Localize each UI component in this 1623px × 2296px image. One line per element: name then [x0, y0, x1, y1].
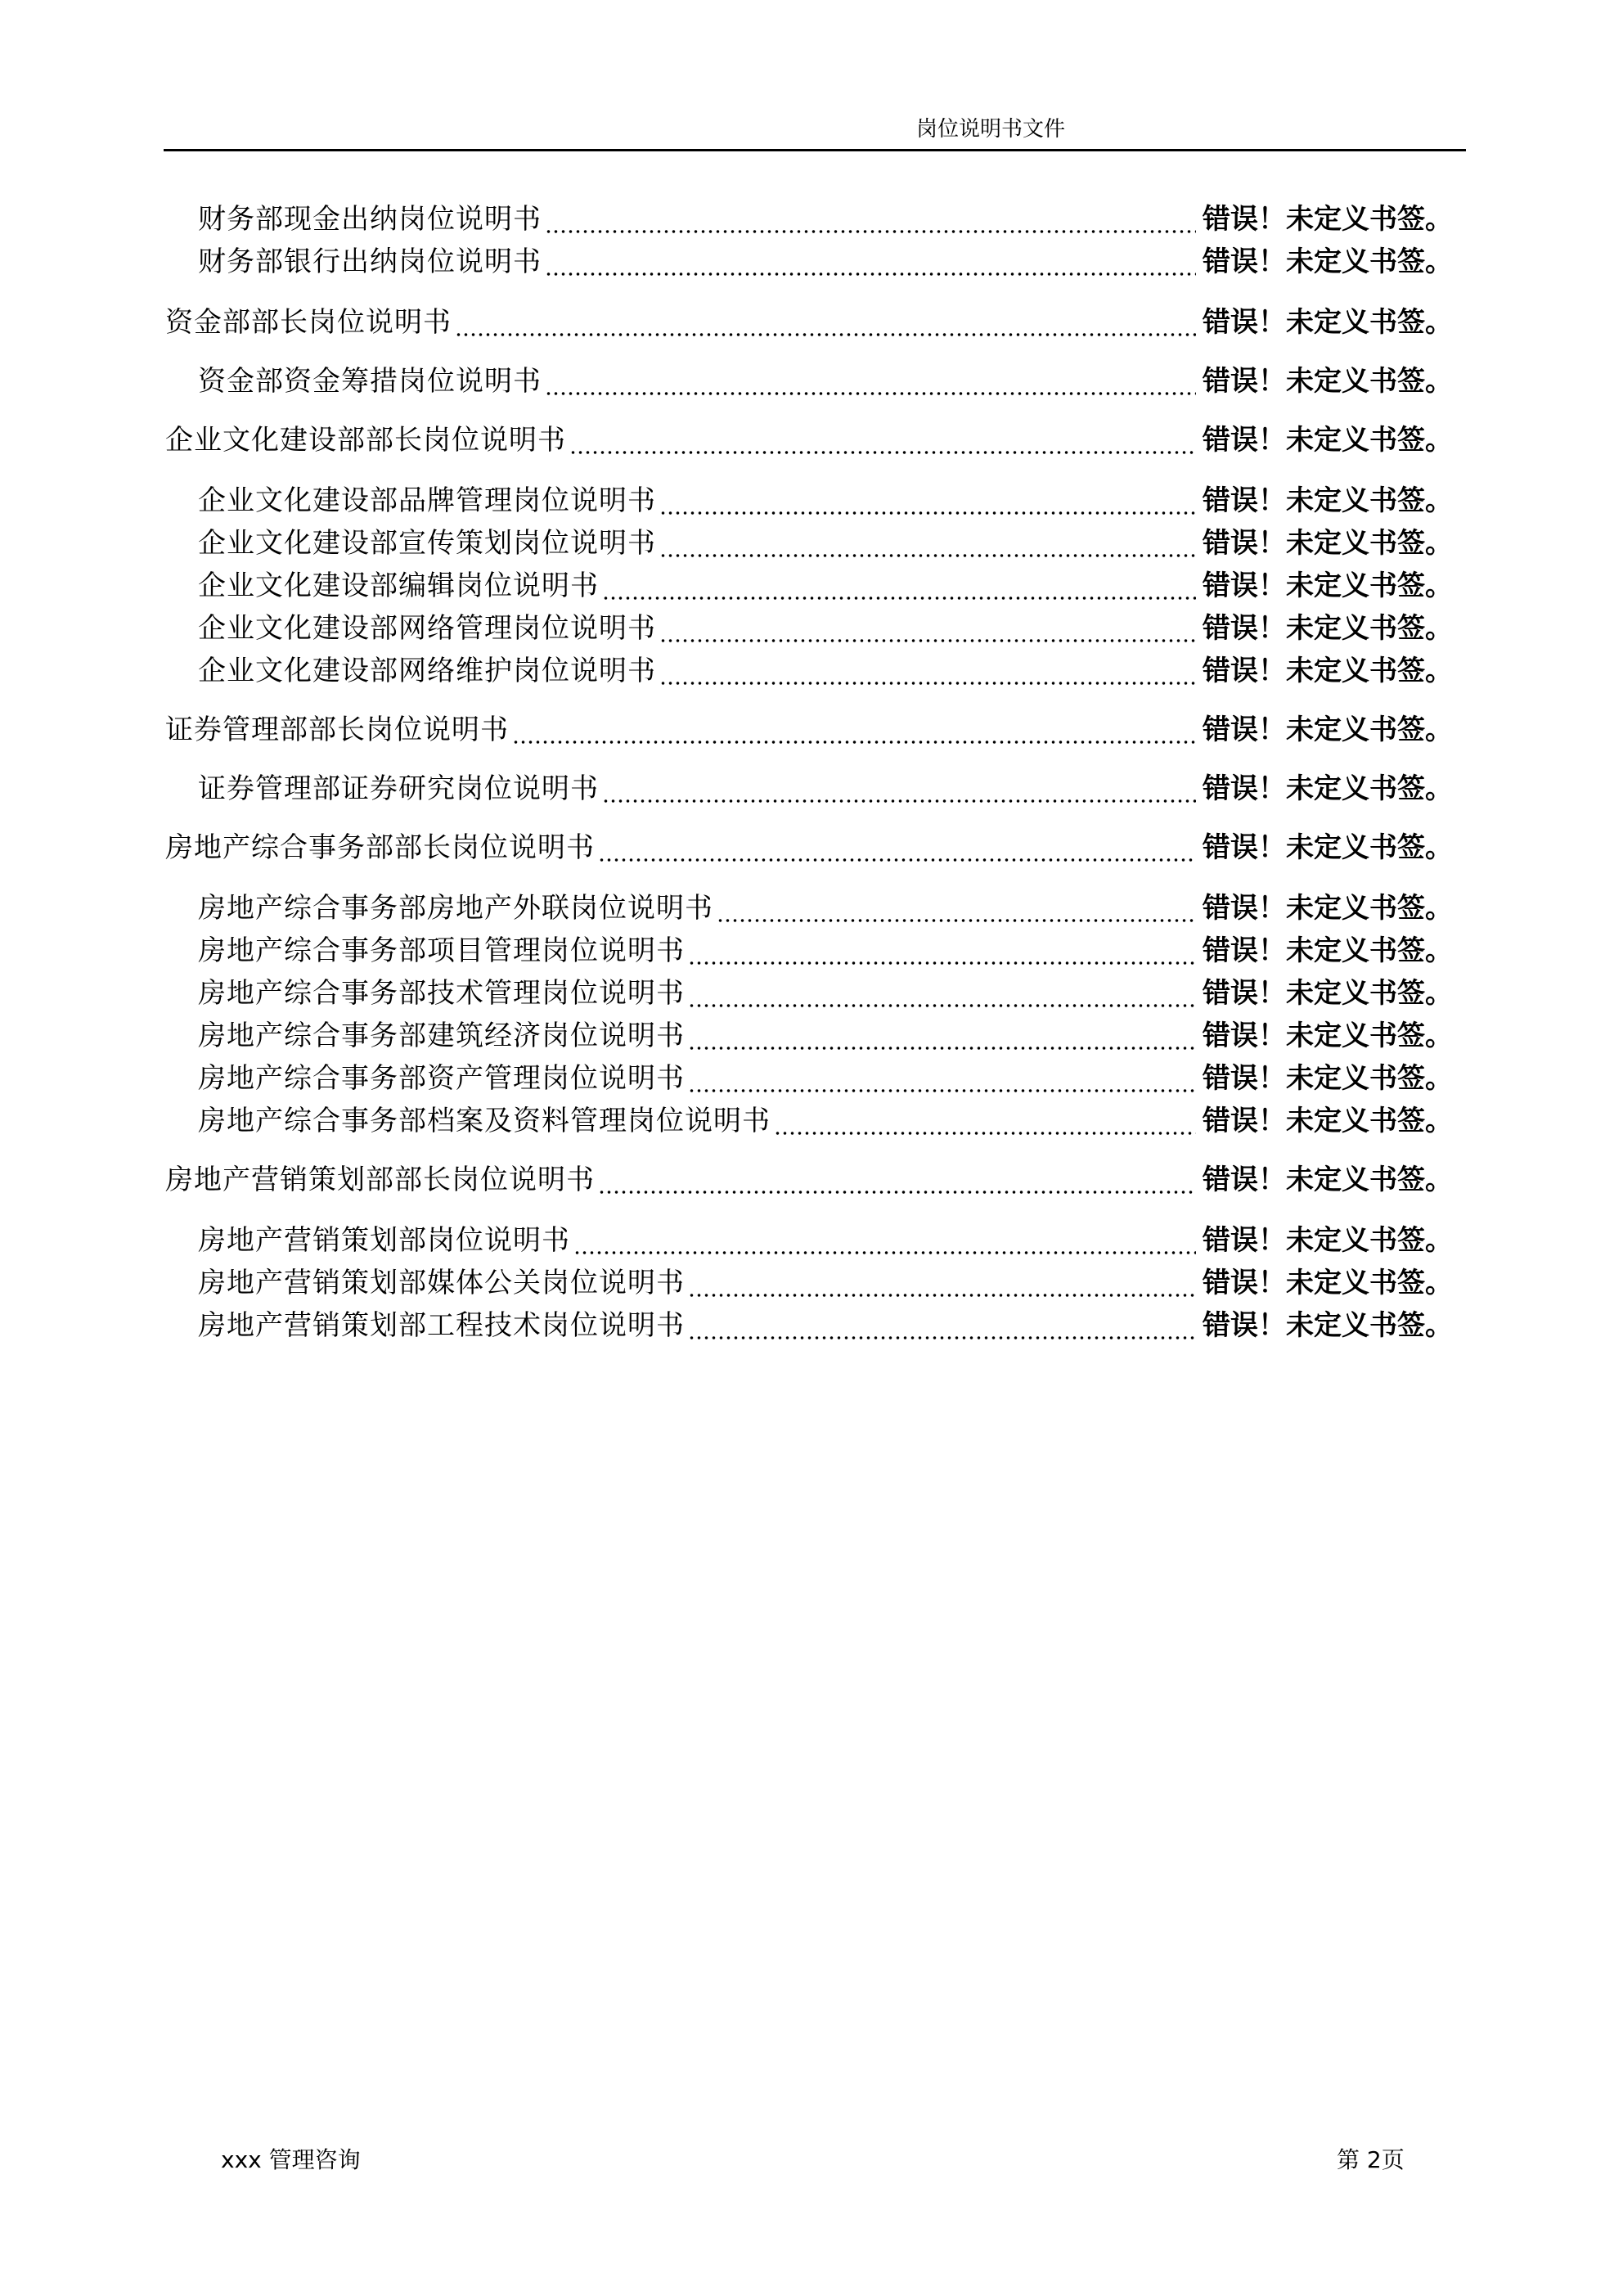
toc-entry[interactable]	[198, 651, 1453, 691]
toc-entry-page-ref: 错误！未定义书签。	[1203, 772, 1453, 805]
toc-entry-title: 房地产综合事务部部长岗位说明书	[165, 831, 595, 864]
toc-entry[interactable]	[198, 1306, 1453, 1345]
toc-dot-leader	[688, 1306, 1196, 1345]
toc-dot-leader	[569, 421, 1196, 460]
toc-entry-title: 企业文化建设部编辑岗位说明书	[198, 569, 599, 602]
toc-entry[interactable]	[198, 889, 1453, 928]
toc-dot-leader	[688, 1016, 1196, 1056]
toc-entry-page-ref: 错误！未定义书签。	[1203, 1164, 1453, 1196]
toc-entry-title: 房地产综合事务部房地产外联岗位说明书	[198, 892, 713, 925]
toc-entry[interactable]	[198, 242, 1453, 281]
toc-entry-page-ref: 错误！未定义书签。	[1203, 1020, 1453, 1052]
toc-entry-title: 企业文化建设部宣传策划岗位说明书	[198, 527, 656, 560]
toc-entry[interactable]	[198, 481, 1453, 520]
header-title: 岗位说明书文件	[916, 117, 1066, 142]
toc-entry-title: 房地产综合事务部技术管理岗位说明书	[198, 977, 685, 1010]
toc-entry-title: 房地产营销策划部岗位说明书	[198, 1224, 570, 1257]
toc-entry-title: 证券管理部部长岗位说明书	[165, 714, 509, 746]
toc-entry-page-ref: 错误！未定义书签。	[1203, 203, 1453, 236]
toc-dot-leader	[545, 362, 1196, 401]
toc-dot-leader	[602, 566, 1196, 606]
toc-entry[interactable]	[198, 524, 1453, 563]
toc-entry[interactable]	[198, 566, 1453, 606]
toc-entry-page-ref: 错误！未定义书签。	[1203, 934, 1453, 967]
toc-dot-leader	[512, 710, 1196, 750]
toc-entry-title: 房地产综合事务部资产管理岗位说明书	[198, 1062, 685, 1095]
toc-dot-leader	[688, 931, 1196, 970]
toc-entry-title: 房地产综合事务部建筑经济岗位说明书	[198, 1020, 685, 1052]
toc-dot-leader	[659, 609, 1196, 648]
toc-entry-title: 房地产营销策划部部长岗位说明书	[165, 1164, 595, 1196]
toc-entry[interactable]	[198, 931, 1453, 970]
toc-entry-title: 企业文化建设部品牌管理岗位说明书	[198, 484, 656, 517]
toc-dot-leader	[545, 242, 1196, 281]
toc-entry-page-ref: 错误！未定义书签。	[1203, 655, 1453, 687]
toc-entry-title: 房地产营销策划部媒体公关岗位说明书	[198, 1267, 685, 1299]
toc-dot-leader	[717, 889, 1196, 928]
toc-entry-page-ref: 错误！未定义书签。	[1203, 1105, 1453, 1137]
toc-entry-page-ref: 错误！未定义书签。	[1203, 424, 1453, 457]
toc-dot-leader	[573, 1221, 1196, 1260]
toc-entry-page-ref: 错误！未定义书签。	[1203, 612, 1453, 645]
page-footer	[0, 2144, 1623, 2180]
toc-dot-leader	[774, 1101, 1196, 1141]
toc-entry-page-ref: 错误！未定义书签。	[1203, 1309, 1453, 1342]
toc-entry[interactable]	[198, 1221, 1453, 1260]
toc-entry-page-ref: 错误！未定义书签。	[1203, 365, 1453, 398]
toc-entry-title: 企业文化建设部部长岗位说明书	[165, 424, 566, 457]
toc-dot-leader	[659, 481, 1196, 520]
page-header	[164, 113, 1466, 151]
toc-entry-title: 房地产综合事务部档案及资料管理岗位说明书	[198, 1105, 771, 1137]
toc-entry-title: 财务部银行出纳岗位说明书	[198, 245, 542, 278]
toc-entry-title: 资金部资金筹措岗位说明书	[198, 365, 542, 398]
toc-dot-leader	[688, 1059, 1196, 1098]
toc-entry[interactable]	[198, 609, 1453, 648]
toc-entry-page-ref: 错误！未定义书签。	[1203, 1267, 1453, 1299]
toc-entry-page-ref: 错误！未定义书签。	[1203, 977, 1453, 1010]
toc-entry-page-ref: 错误！未定义书签。	[1203, 527, 1453, 560]
footer-page-number: 第 2页	[1337, 2146, 1405, 2173]
toc-entry[interactable]	[198, 1016, 1453, 1056]
toc-entry-page-ref: 错误！未定义书签。	[1203, 484, 1453, 517]
toc-entry-title: 资金部部长岗位说明书	[165, 306, 452, 339]
toc-dot-leader	[602, 769, 1196, 808]
toc-entry[interactable]	[198, 974, 1453, 1013]
toc-entry-title: 房地产综合事务部项目管理岗位说明书	[198, 934, 685, 967]
toc-entry-page-ref: 错误！未定义书签。	[1203, 1062, 1453, 1095]
toc-dot-leader	[598, 828, 1196, 867]
toc-dot-leader	[545, 200, 1196, 239]
toc-dot-leader	[688, 974, 1196, 1013]
toc-entry[interactable]	[198, 200, 1453, 239]
toc-entry-title: 证券管理部证券研究岗位说明书	[198, 772, 599, 805]
toc-entry[interactable]	[198, 769, 1453, 808]
toc-entry-page-ref: 错误！未定义书签。	[1203, 569, 1453, 602]
toc-entry[interactable]	[165, 421, 1453, 460]
toc-entry[interactable]	[165, 1160, 1453, 1200]
toc-entry-page-ref: 错误！未定义书签。	[1203, 892, 1453, 925]
toc-entry[interactable]	[198, 1263, 1453, 1303]
toc-entry-title: 财务部现金出纳岗位说明书	[198, 203, 542, 236]
toc-entry[interactable]	[198, 1101, 1453, 1141]
toc-dot-leader	[659, 651, 1196, 691]
toc-dot-leader	[688, 1263, 1196, 1303]
toc-entry[interactable]	[198, 1059, 1453, 1098]
toc-entry-title: 企业文化建设部网络维护岗位说明书	[198, 655, 656, 687]
footer-company-name: xxx 管理咨询	[221, 2146, 361, 2173]
toc-entry-page-ref: 错误！未定义书签。	[1203, 245, 1453, 278]
toc-entry-page-ref: 错误！未定义书签。	[1203, 1224, 1453, 1257]
toc-dot-leader	[598, 1160, 1196, 1200]
toc-entry-page-ref: 错误！未定义书签。	[1203, 831, 1453, 864]
toc-entry[interactable]	[198, 362, 1453, 401]
toc-dot-leader	[455, 303, 1196, 342]
toc-dot-leader	[659, 524, 1196, 563]
toc-entry-title: 房地产营销策划部工程技术岗位说明书	[198, 1309, 685, 1342]
toc-entry-page-ref: 错误！未定义书签。	[1203, 714, 1453, 746]
toc-entry-title: 企业文化建设部网络管理岗位说明书	[198, 612, 656, 645]
toc-entry[interactable]	[165, 710, 1453, 750]
toc-entry[interactable]	[165, 828, 1453, 867]
toc-entry[interactable]	[165, 303, 1453, 342]
toc-entry-page-ref: 错误！未定义书签。	[1203, 306, 1453, 339]
